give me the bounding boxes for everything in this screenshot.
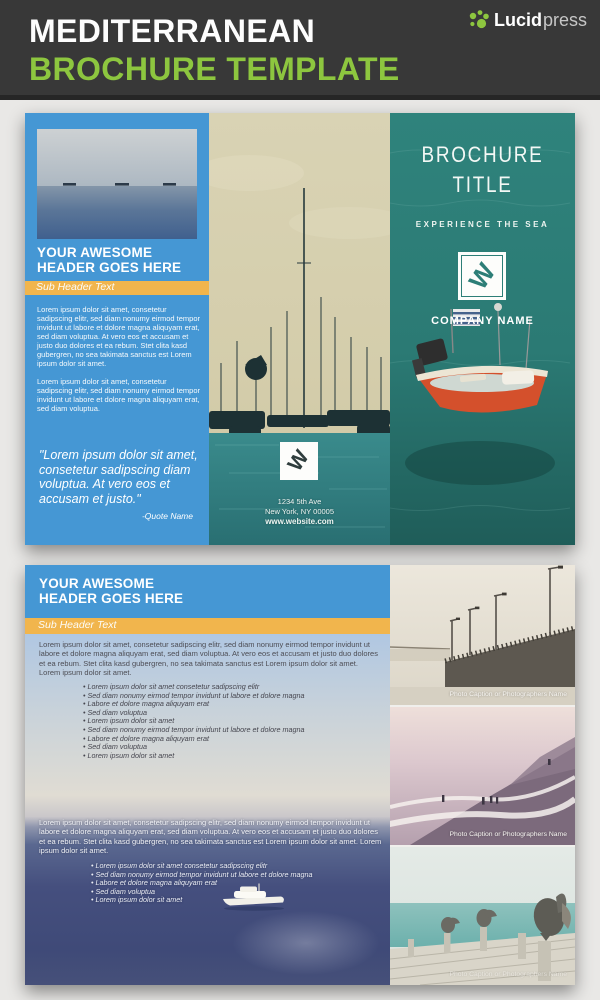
- bullet-item: • Labore et dolore magna aliquyam erat: [91, 879, 312, 888]
- company-logo-cover: [458, 252, 506, 300]
- pelican-illustration: [390, 847, 575, 985]
- lucidpress-logo-text-bold: Lucid: [493, 9, 542, 30]
- inside-body-photo: [25, 634, 390, 985]
- photo-caption: Photo Caption or Photographers Name: [449, 971, 567, 978]
- bullet-item: • Lorem ipsum dolor sit amet consetetur sadipscing elitr: [91, 862, 312, 871]
- beach-illustration: [390, 707, 575, 845]
- front-paragraph-1: Lorem ipsum dolor sit amet, consetetur sadipscing elitr, sed diam nonumy eirmod tempor invidunt ut labore et dolore magna aliquyam erat, sed diam voluptua. At vero eos et accusam et justo duo dolores et ea rebum. Stet clita kasd gubergren, no sea takimata sanctus est Lorem ipsum dolor sit amet.: [37, 305, 200, 368]
- pelican-pier-photo: [390, 845, 575, 985]
- bullet-item: • Sed diam voluptua: [83, 709, 304, 718]
- logo-w-icon: W: [462, 257, 501, 295]
- inside-photo-column: [390, 565, 575, 985]
- inside-paragraph-1: Lorem ipsum dolor sit amet, consetetur sadipscing elitr, sed diam nonumy eirmod tempor invidunt ut labore et dolore magna aliquyam erat, sed diam voluptua. At vero eos et accusam et justo duo dolores et ea rebum. Stet clita kasd gubergren, no sea takimata sanctus est Lorem ipsum dolor sit amet. Lorem ipsum dolor sit amet.: [39, 640, 378, 677]
- inside-header: YOUR AWESOME HEADER GOES HERE: [39, 576, 184, 606]
- front-header: YOUR AWESOME HEADER GOES HERE: [37, 245, 182, 275]
- bullet-item: • Lorem ipsum dolor sit amet: [83, 752, 304, 761]
- bullet-item: • Lorem ipsum dolor sit amet: [91, 896, 312, 905]
- front-sub-header-bar: Sub Header Text: [25, 281, 209, 295]
- lucidpress-logo[interactable]: [468, 9, 587, 31]
- address-line2: New York, NY 00005: [264, 507, 335, 516]
- bullet-item: • Sed diam nonumy eirmod tempor invidunt ut labore et dolore magna: [83, 692, 304, 701]
- photo-caption: Photo Caption or Photographers Name: [449, 831, 567, 838]
- sea-horizon-photo: [37, 129, 197, 239]
- marina-photo: [209, 113, 390, 545]
- beach-photo: [390, 705, 575, 845]
- lucidpress-logo-text-light: press: [542, 9, 587, 30]
- quote-attribution: -Quote Name: [141, 511, 193, 521]
- yacht-illustration: [221, 883, 287, 911]
- front-cover-panel: [390, 113, 575, 545]
- website-url: www.website.com: [265, 517, 334, 526]
- bullet-item: • Labore et dolore magna aliquyam erat: [83, 700, 304, 709]
- inside-paragraph-2: Lorem ipsum dolor sit amet, consetetur sadipscing elitr, sed diam nonumy eirmod tempor invidunt ut labore et dolore magna aliquyam erat, sed diam voluptua. At vero eos et accusam et justo duo dolores et ea rebum. Stet clita kasd gubergren, no sea takimata sanctus est Lorem ipsum dolor sit amet. Lorem ipsum dolor sit amet.: [39, 818, 382, 855]
- pier-lamps-illustration: [390, 565, 575, 705]
- address-block: [209, 497, 390, 527]
- inside-left-panel: [25, 565, 390, 985]
- company-logo-back: [280, 442, 318, 480]
- page-subtitle: BROCHURE TEMPLATE: [29, 51, 400, 87]
- bullet-item: • Lorem ipsum dolor sit amet: [83, 717, 304, 726]
- photo-caption: Photo Caption or Photographers Name: [449, 691, 567, 698]
- bullet-item: • Sed diam nonumy eirmod tempor invidunt ut labore et dolore magna: [91, 871, 312, 880]
- logo-w-icon: W: [283, 446, 314, 476]
- brochure-tagline: EXPERIENCE THE SEA: [415, 220, 550, 229]
- bullet-item: • Sed diam voluptua: [91, 888, 312, 897]
- lucidpress-logo-icon: [468, 9, 490, 31]
- bullet-item: • Sed diam nonumy eirmod tempor invidunt ut labore et dolore magna: [83, 726, 304, 735]
- bullet-item: • Sed diam voluptua: [83, 743, 304, 752]
- page-title: MEDITERRANEAN: [29, 13, 316, 49]
- front-back-panel: [209, 113, 390, 545]
- company-name: COMPANY NAME: [431, 315, 534, 327]
- brochure-front-preview[interactable]: [25, 113, 575, 545]
- inside-header-band: [25, 565, 390, 618]
- brochure-inside-preview[interactable]: [25, 565, 575, 985]
- page-header: [0, 0, 600, 100]
- front-paragraph-2: Lorem ipsum dolor sit amet, consetetur sadipscing elitr, sed diam nonumy eirmod tempor invidunt ut labore et dolore magna aliquyam erat, sed diam voluptua.: [37, 377, 200, 413]
- inside-sub-header-bar: Sub Header Text: [25, 618, 390, 634]
- brochure-title: BROCHURE TITLE: [421, 142, 544, 197]
- address-line1: 1234 5th Ave: [277, 497, 322, 506]
- bullet-item: • Labore et dolore magna aliquyam erat: [83, 735, 304, 744]
- bullet-item: • Lorem ipsum dolor sit amet consetetur sadipscing elitr: [83, 683, 304, 692]
- inside-bullet-list-1: [83, 683, 304, 760]
- pier-lamps-photo: [390, 565, 575, 705]
- front-quote: "Lorem ipsum dolor sit amet, consetetur sadipscing diam voluptua. At vero eos et accusam et justo." -Quote Name: [39, 448, 199, 524]
- front-left-panel: [25, 113, 209, 545]
- front-body-text: [37, 305, 200, 422]
